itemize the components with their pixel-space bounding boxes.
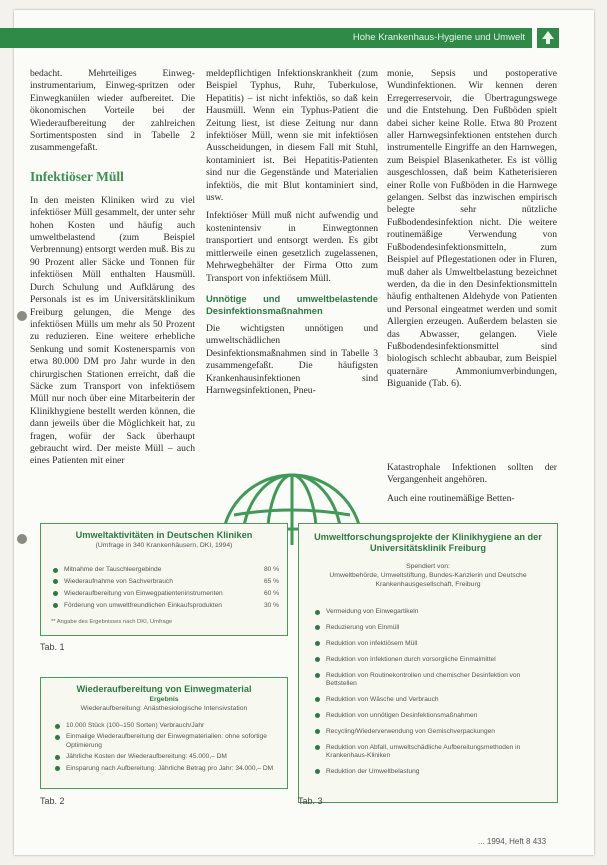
item-value: 30 %: [263, 601, 279, 609]
list-item: Reduktion von Abfall, umweltschädliche Aufbereitungsmethoden in Krankenhaus-Kliniken: [313, 744, 549, 761]
section-heading: Unnötige und umweltbelastende Desinfektionsmaßnahmen: [206, 292, 378, 316]
item-value: 65 %: [263, 577, 279, 585]
table-subtitle: Umweltbehörde, Umweltstiftung, Bundes-Kanzlerin und Deutsche Krankenhausgesellschaft, Freiburg: [329, 572, 527, 588]
table-title: Umweltaktivitäten in Deutschen Kliniken: [75, 530, 253, 540]
table-caption: Tab. 3: [298, 796, 323, 806]
list-item: Reduktion von Routinekontrollen und chemischer Desinfektion von Bettstellen: [313, 672, 549, 689]
item-label: Wiederaufbereitung von Einwegpatienteninstrumenten: [64, 589, 223, 597]
item-label: Mitnahme der Tauschleergebinde: [64, 566, 162, 573]
punch-hole: [17, 534, 27, 544]
running-title: Hohe Krankenhaus-Hygiene und Umwelt: [352, 32, 525, 43]
list-item: Reduktion von infektiösem Müll: [313, 640, 549, 648]
table-subtitle: Ergebnis: [149, 696, 179, 703]
column-3: [387, 68, 557, 478]
table-title: Wiederaufbereitung von Einwegmaterial: [76, 684, 252, 694]
item-label: Wiederaufnahme von Sachverbrauch: [64, 577, 173, 585]
list-item: Reduktion von Wäsche und Verbrauch: [313, 696, 549, 704]
list-item: 10.000 Stück (100–150 Sorten) Verbrauch/Jahr: [53, 722, 279, 730]
page-footer: ... 1994, Heft 8 433: [478, 837, 547, 846]
table-footnote: ** Angabe des Ergebnisses nach DKI, Umfrage: [51, 619, 173, 625]
table-list: [51, 566, 279, 614]
body-paragraph: bedacht. Mehrteiliges Einweg-instrumentarium, Einweg-spritzen oder Einwegkanülen wieder aufbereitet. Die ökonomischen Vorteile bei der Wiederaufbereitung der zahlreichen Sortimentsposten sind in Tabelle 2 zusammengefaßt.: [30, 68, 195, 154]
column-3-continued: [387, 462, 557, 511]
body-paragraph: Auch eine routinemäßige Betten-: [387, 492, 515, 504]
table-subtitle: Wiederaufbereitung: Anästhesiologische Intensivstation: [80, 705, 248, 712]
body-paragraph: In den meisten Kliniken wird zu viel infektiöser Müll gesammelt, der unter sehr hohen Kosten und häufig auch umweltbelastend (zum Beispiel Verbrennung) entsorgt werden muß. Bis zu 90 Prozent aller Säcke und Tonnen für infektiösen Müll enthalten Hausmüll. Durch Schulung und Aufklärung des Personals ist es im Universitätsklinikum Freiburg gelungen, die Menge des infektiösen Mülls um mehr als 50 Prozent zu reduzieren. Eine weitere erhebliche Senkung und somit Kostenersparnis von etwa 80.000 DM pro Jahr wurde in den chirurgischen Stationen erreicht, daß die Säcke zum Transport von infektiösem Müll nur noch über eine Mitarbeiterin der Klinikhygiene bestellt werden können, die dann jeweils über die Möglichkeit hat, zu fragen, wofür der Sack überhaupt gebraucht wird. Der meiste Müll – auch eines Patienten mit einer: [30, 194, 195, 467]
body-paragraph: meldepflichtigen Infektionskrankheit (zum Beispiel Typhus, Ruhr, Tuberkulose, Hepatitis) – ist nicht infektiös, so daß kein Hausmüll. Wenn ein Typhus-Patient die Zeitung liest, ist diese Zeitung nur dann infektiöser Müll, wenn sie mit infektiösen Ausscheidungen, in diesem Fall mit Stuhl, kontaminiert ist. Bei Hepatitis-Patienten sind nur die Gegenstände und Materialien infektiös, die mit Blut kontaminiert sind, usw.: [206, 68, 378, 204]
column-2: [206, 68, 378, 480]
list-item: Reduktion von Infektionen durch vorsorgliche Einmalmittel: [313, 656, 549, 664]
body-paragraph: Die wichtigsten unnötigen und umweltschädlichen Desinfektionsmaßnahmen sind in Tabelle 3 zusammengefaßt. Die häufigsten Krankenhausinfektionen sind Harnwegsinfektionen, Pneu-: [206, 322, 378, 396]
table-caption: Tab. 2: [40, 796, 65, 806]
list-item: [51, 566, 279, 574]
list-item: Recycling/Wiederverwendung von Gemischverpackungen: [313, 728, 549, 736]
list-item: Reduktion von unnötigen Desinfektionsmaßnahmen: [313, 712, 549, 720]
list-item: [51, 602, 279, 610]
table-subtitle: (Umfrage in 340 Krankenhäusern, DKI, 1994): [95, 542, 233, 549]
tree-logo-icon: [537, 28, 559, 48]
list-item: Einmalige Wiederaufbereitung der Einwegmaterialien: ohne sofortige Optimierung: [53, 733, 279, 750]
item-value: 60 %: [263, 589, 279, 597]
table-1-box: [40, 523, 288, 636]
list-item: Reduktion der Umweltbelastung: [313, 768, 549, 776]
table-subtitle: Spendiert von:: [406, 563, 450, 570]
body-paragraph: Infektiöser Müll muß nicht aufwendig und kostenintensiv in Einwegtonnen transportiert und entsorgt werden. Es gibt mittlerweile einen gesetzlich zugelassenen, Mehrwegbehälter der Firma Otto zum Transport von infektiösem Müll.: [206, 210, 378, 284]
table-3-box: [298, 523, 558, 803]
punch-hole: [17, 311, 27, 321]
table-2-box: [40, 677, 288, 789]
column-1: [30, 68, 195, 516]
table-caption: Tab. 1: [40, 642, 65, 652]
item-value: 80 %: [263, 566, 279, 573]
list-item: Jährliche Kosten der Wiederaufbereitung: 45.000,– DM: [53, 753, 279, 761]
list-item: Reduzierung von Einmüll: [313, 624, 549, 632]
body-paragraph: monie, Sepsis und postoperative Wundinfektionen. Wir kennen deren Erregerreservoir, die Übertragungswege und die Entstehung. Den Fußböden spielt dabei sicher keine Rolle. Etwa 80 Prozent aller Harnwegsinfektionen entstehen durch instrumentelle Eingriffe an den Harnwegen, zum Beispiel Blasenkatheter. Es ist völlig ausgeschlossen, daß beim Katheterisieren einer Rolle von Fußböden in die Harnwege gelangen. Selbst das inzwischen empirisch belegte sehr nützliche Fußbodendesinfektion nicht. Die weitere routinemäßige Verwendung von Fußbodendesinfektionsmitteln, zum Beispiel auf Pflegestationen oder in Fluren, muß daher als Umweltbelastung bezeichnet werden, da die in den Desinfektionsmitteln häufig enthaltenen Aldehyde von Patienten und Personal eingeatmet werden und somit Allergien erzeugen. Außerdem belasten sie das Abwasser, gelangen. Viele Fußbodendesinfektionsmittel sind biologisch schlecht abbaubar, zum Beispiel quaternäre Ammoniumverbindungen, Biguanide (Tab. 6).: [387, 68, 557, 390]
list-item: Vermeidung von Einwegartikeln: [313, 608, 549, 616]
table-list: [313, 608, 549, 784]
section-heading: Infektiöser Müll: [30, 168, 124, 184]
list-item: [51, 590, 279, 598]
table-title: Umweltforschungsprojekte der Klinikhygiene an der Universitätsklinik Freiburg: [314, 532, 542, 553]
table-list: [53, 722, 279, 776]
list-item: [51, 578, 279, 586]
item-label: Förderung von umweltfreundlichen Einkaufsprodukten: [64, 601, 222, 609]
list-item: Einsparung nach Aufbereitung: Jährliche Betrag pro Jahr: 34.000,– DM: [53, 765, 279, 773]
body-paragraph: Katastrophale Infektionen sollten der Vergangenheit angehören.: [387, 462, 557, 486]
